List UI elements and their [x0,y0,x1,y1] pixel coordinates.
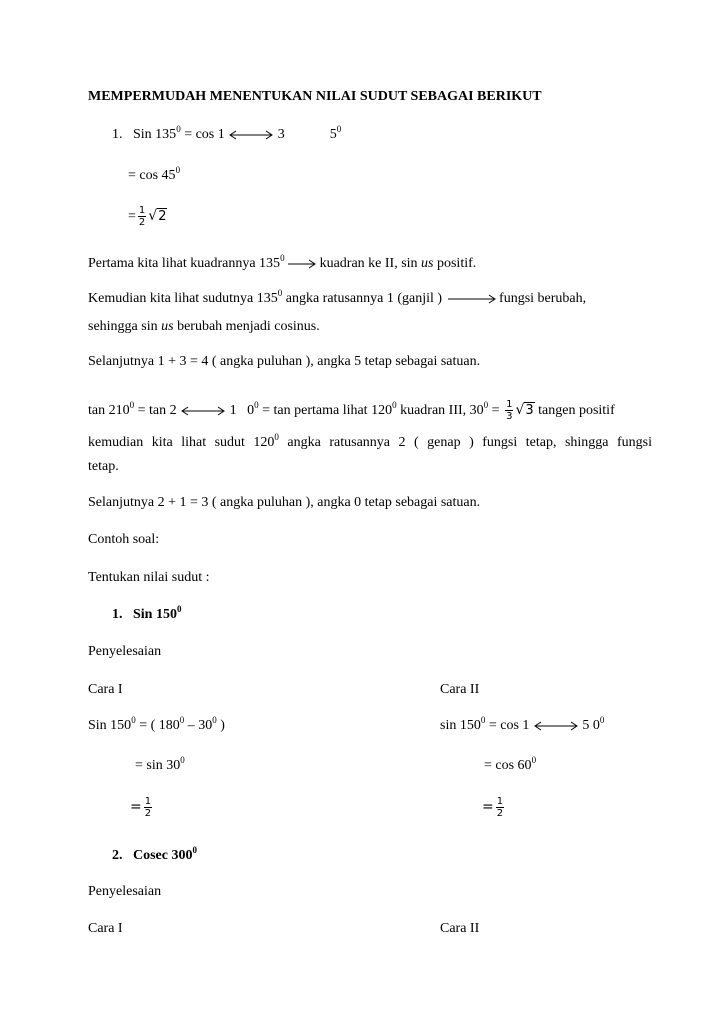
paragraph-4: $\tan 210^0 = \tan 2$ 1 $0^0 = \tan$ pertama lihat $120^0$ kuadran III, $30^0$ = $\frac{1}{3}$ √3 tangen positif [88,399,615,423]
paragraph-6: Selanjutnya 2 + 1 = 3 ( angka puluhan ), angka 0 tetap sebagai satuan. [88,495,481,510]
right-arrow-icon [446,294,496,304]
cara-2-line-1: $\sin 150^0 = \cos 1$ 5 $0^0$ [440,715,605,733]
cara-1-line-2: = $\sin 30^0$ [135,755,185,773]
example-1-line-3: = $\frac{1}{2}$ √2 [128,205,167,229]
sqrt-symbol: √ [148,208,158,224]
fraction: $\frac{1}{2}$ [496,796,504,820]
instruction: Tentukan nilai sudut : [88,570,210,585]
right-arrow-icon [288,259,316,269]
paragraph-1: Pertama kita lihat kuadrannya $135^0$ kuadran ke II, sin us positif. [88,253,477,271]
page-title: MEMPERMUDAH MENENTUKAN NILAI SUDUT SEBAGAI BERIKUT [88,89,542,104]
paragraph-3: Selanjutnya 1 + 3 = 4 ( angka puluhan ), angka 5 tetap sebagai satuan. [88,354,481,369]
cara-1-label: Cara I [88,682,123,697]
example-1-line-1: 1. Sin $135^0 = \cos 1$ 3 $5^0$ [112,124,342,142]
cara-1-line-1: Sin $150^0$ = ( $180^0 - 30^0$ ) [88,715,225,733]
cara-2-line-3: = $\frac{1}{2}$ [482,796,504,820]
fraction: $\frac{1}{3}$ [506,399,513,423]
fraction: $\frac{1}{2}$ [144,796,152,820]
paragraph-2-line-1: Kemudian kita lihat sudutnya $135^0$ angka ratusannya 1 (ganjil ) fungsi berubah, [88,288,587,306]
double-arrow-icon [228,130,274,140]
penyelesaian-label: Penyelesaian [88,644,162,659]
cara-2-label: Cara II [440,682,480,697]
double-arrow-icon [180,406,226,416]
paragraph-5-line-2: tetap. [88,459,119,474]
paragraph-2-line-2: sehingga sin us berubah menjadi cosinus. [88,319,320,334]
example-1-line-2: = $\cos 45^0$ [128,165,181,183]
fraction: $\frac{1}{2}$ [138,205,146,229]
double-arrow-icon [533,721,579,731]
question-1: 1. Sin $150^0$ [112,604,182,622]
cara-2-line-2: = $\cos 60^0$ [484,755,537,773]
section-heading: Contoh soal: [88,532,160,547]
paragraph-5-line-1: kemudian kita lihat sudut $120^0$ angka ratusannya 2 ( genap ) fungsi tetap, shingga fungsi [88,432,653,450]
cara-1-label-2: Cara I [88,921,123,936]
list-number: 1. [112,127,123,142]
cara-1-line-3: = $\frac{1}{2}$ [130,796,152,820]
question-2: 2. Cosec $300^0$ [112,845,197,863]
sqrt-symbol: √ [515,402,525,418]
cara-2-label-2: Cara II [440,921,480,936]
penyelesaian-label-2: Penyelesaian [88,884,162,899]
